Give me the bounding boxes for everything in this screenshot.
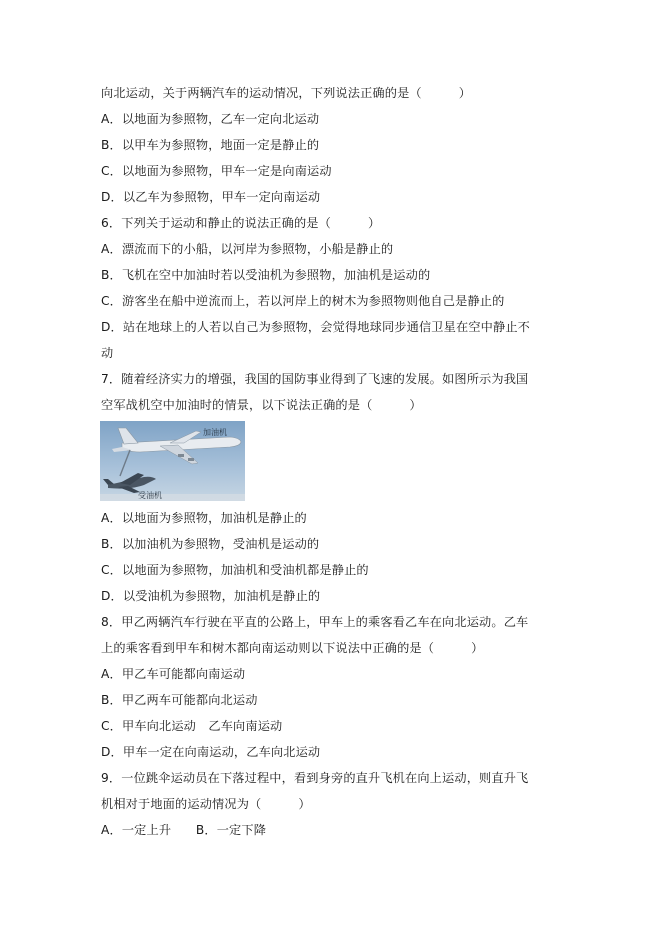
- q6-option-d-wrap: 动: [101, 346, 114, 360]
- q6-option-c: C．游客坐在船中逆流而上，若以河岸上的树木为参照物则他自己是静止的: [101, 294, 505, 308]
- q5-option-c: C．以地面为参照物，甲车一定是向南运动: [101, 164, 332, 178]
- refueling-photo: [100, 421, 245, 501]
- q8-option-a: A．甲乙车可能都向南运动: [101, 667, 246, 681]
- question-7-stem-line-2: 空军战机空中加油时的情景，以下说法正确的是（ ）: [101, 398, 422, 412]
- question-6-stem: 6．下列关于运动和静止的说法正确的是（ ）: [101, 216, 381, 230]
- q7-option-b: B．以加油机为参照物，受油机是运动的: [101, 537, 320, 551]
- question-9-stem-line-2: 机相对于地面的运动情况为（ ）: [101, 797, 311, 811]
- q6-option-d: D．站在地球上的人若以自己为参照物，会觉得地球同步通信卫星在空中静止不: [101, 320, 531, 334]
- question-7-stem-line-1: 7．随着经济实力的增强，我国的国防事业得到了飞速的发展。如图所示为我国: [101, 372, 529, 386]
- q9-options-ab: A．一定上升 B．一定下降: [101, 823, 267, 837]
- q8-option-b: B．甲乙两车可能都向北运动: [101, 693, 258, 707]
- question-5-stem-continued: 向北运动，关于两辆汽车的运动情况，下列说法正确的是（ ）: [101, 86, 472, 100]
- q5-option-d: D．以乙车为参照物，甲车一定向南运动: [101, 190, 321, 204]
- q7-option-a: A．以地面为参照物，加油机是静止的: [101, 511, 307, 525]
- question-9-stem-line-1: 9．一位跳伞运动员在下落过程中，看到身旁的直升飞机在向上运动，则直升飞: [101, 771, 529, 785]
- q5-option-a: A．以地面为参照物，乙车一定向北运动: [101, 112, 320, 126]
- question-8-stem-line-2: 上的乘客看到甲车和树木都向南运动则以下说法中正确的是（ ）: [101, 641, 484, 655]
- q7-option-d: D．以受油机为参照物，加油机是静止的: [101, 589, 321, 603]
- q6-option-a: A．漂流而下的小船，以河岸为参照物，小船是静止的: [101, 242, 394, 256]
- q6-option-b: B．飞机在空中加油时若以受油机为参照物，加油机是运动的: [101, 268, 431, 282]
- q7-option-c: C．以地面为参照物，加油机和受油机都是静止的: [101, 563, 369, 577]
- q8-option-d: D．甲车一定在向南运动，乙车向北运动: [101, 745, 321, 759]
- question-8-stem-line-1: 8．甲乙两辆汽车行驶在平直的公路上，甲车上的乘客看乙车在向北运动。乙车: [101, 615, 529, 629]
- tanker-label: 加油机: [203, 428, 227, 437]
- q5-option-b: B．以甲车为参照物，地面一定是静止的: [101, 138, 320, 152]
- refueling-photo-graphic: [100, 421, 245, 501]
- q8-option-c: C．甲车向北运动 乙车向南运动: [101, 719, 283, 733]
- receiver-label: 受油机: [138, 491, 162, 500]
